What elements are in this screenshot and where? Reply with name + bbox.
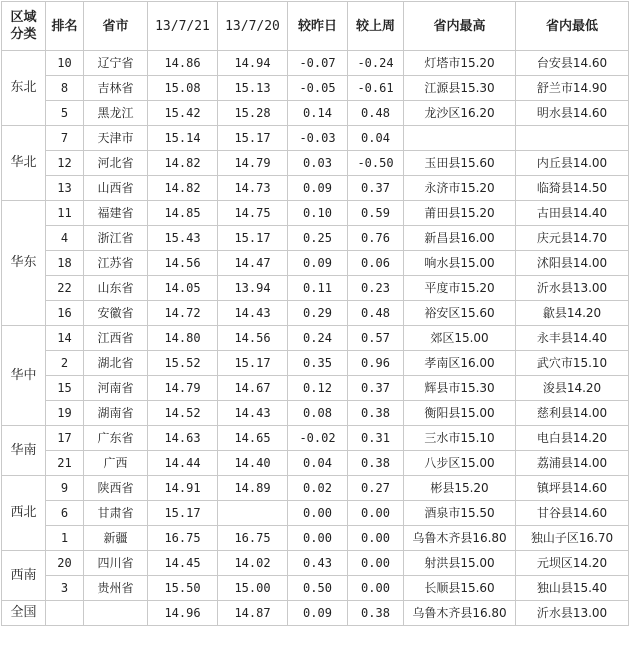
cell-vs-yesterday: 0.29 <box>288 301 348 326</box>
region-cell: 西北 <box>2 476 46 551</box>
cell-vs-last-week: 0.00 <box>348 526 404 551</box>
header-date-1: 13/7/21 <box>148 2 218 51</box>
cell-province-max: 射洪县15.00 <box>404 551 516 576</box>
cell-vs-last-week: 0.48 <box>348 101 404 126</box>
cell-province-min: 沭阳县14.00 <box>516 251 629 276</box>
cell-province: 山东省 <box>84 276 148 301</box>
cell-date-2: 14.56 <box>218 326 288 351</box>
cell-province-min: 庆元县14.70 <box>516 226 629 251</box>
cell-province: 天津市 <box>84 126 148 151</box>
header-province: 省市 <box>84 2 148 51</box>
cell-province-max: 酒泉市15.50 <box>404 501 516 526</box>
cell-province-max: 灯塔市15.20 <box>404 51 516 76</box>
table-row <box>2 251 629 276</box>
cell-rank: 16 <box>46 301 84 326</box>
cell-date-1: 14.82 <box>148 176 218 201</box>
cell-date-1: 15.52 <box>148 351 218 376</box>
cell-province-max: 辉县市15.30 <box>404 376 516 401</box>
table-row <box>2 551 629 576</box>
cell-province-max: 莆田县15.20 <box>404 201 516 226</box>
cell-date-2: 14.73 <box>218 176 288 201</box>
cell-date-2: 14.75 <box>218 201 288 226</box>
cell-vs-last-week: 0.37 <box>348 376 404 401</box>
cell-date-2: 15.00 <box>218 576 288 601</box>
cell-province-min: 内丘县14.00 <box>516 151 629 176</box>
cell-province-max: 长顺县15.60 <box>404 576 516 601</box>
cell-date-2 <box>218 501 288 526</box>
region-cell: 华北 <box>2 126 46 201</box>
cell-province-min: 独山县15.40 <box>516 576 629 601</box>
cell-vs-yesterday: 0.04 <box>288 451 348 476</box>
cell-date-2: 14.43 <box>218 401 288 426</box>
cell-date-2: 16.75 <box>218 526 288 551</box>
header-row <box>2 2 629 51</box>
cell-vs-yesterday: -0.03 <box>288 126 348 151</box>
table-row <box>2 601 629 626</box>
cell-province-max: 三水市15.10 <box>404 426 516 451</box>
cell-vs-yesterday: 0.00 <box>288 501 348 526</box>
cell-vs-yesterday: 0.43 <box>288 551 348 576</box>
cell-vs-last-week: 0.06 <box>348 251 404 276</box>
cell-date-1: 14.72 <box>148 301 218 326</box>
cell-date-2: 15.17 <box>218 226 288 251</box>
cell-province-min: 独山子区16.70 <box>516 526 629 551</box>
cell-date-2: 14.79 <box>218 151 288 176</box>
cell-rank: 7 <box>46 126 84 151</box>
header-region: 区域分类 <box>2 2 46 51</box>
table-row <box>2 526 629 551</box>
cell-province: 贵州省 <box>84 576 148 601</box>
cell-rank: 18 <box>46 251 84 276</box>
cell-date-1: 16.75 <box>148 526 218 551</box>
cell-vs-last-week: 0.37 <box>348 176 404 201</box>
cell-vs-last-week: -0.50 <box>348 151 404 176</box>
cell-date-1: 14.45 <box>148 551 218 576</box>
cell-vs-last-week: 0.00 <box>348 551 404 576</box>
cell-date-1: 14.56 <box>148 251 218 276</box>
cell-vs-yesterday: 0.14 <box>288 101 348 126</box>
region-cell: 华中 <box>2 326 46 426</box>
cell-date-1: 15.08 <box>148 76 218 101</box>
region-cell: 东北 <box>2 51 46 126</box>
cell-vs-last-week: 0.76 <box>348 226 404 251</box>
cell-province-max: 衡阳县15.00 <box>404 401 516 426</box>
cell-province: 浙江省 <box>84 226 148 251</box>
cell-province-max: 新昌县16.00 <box>404 226 516 251</box>
cell-vs-yesterday: 0.10 <box>288 201 348 226</box>
cell-province: 陕西省 <box>84 476 148 501</box>
cell-date-1: 15.17 <box>148 501 218 526</box>
cell-province-min: 台安县14.60 <box>516 51 629 76</box>
cell-province-max: 江源县15.30 <box>404 76 516 101</box>
cell-vs-last-week: 0.59 <box>348 201 404 226</box>
price-table <box>1 1 629 626</box>
cell-date-1: 15.14 <box>148 126 218 151</box>
cell-date-2: 14.67 <box>218 376 288 401</box>
cell-vs-last-week: 0.96 <box>348 351 404 376</box>
cell-date-1: 15.43 <box>148 226 218 251</box>
cell-date-1: 14.52 <box>148 401 218 426</box>
cell-rank <box>46 601 84 626</box>
cell-province: 吉林省 <box>84 76 148 101</box>
cell-province-min: 荔浦县14.00 <box>516 451 629 476</box>
cell-province-max: 龙沙区16.20 <box>404 101 516 126</box>
cell-province-min: 明水县14.60 <box>516 101 629 126</box>
header-rank: 排名 <box>46 2 84 51</box>
cell-province: 湖北省 <box>84 351 148 376</box>
cell-rank: 21 <box>46 451 84 476</box>
cell-rank: 1 <box>46 526 84 551</box>
cell-vs-last-week: 0.00 <box>348 576 404 601</box>
cell-date-2: 14.02 <box>218 551 288 576</box>
cell-vs-last-week: -0.61 <box>348 76 404 101</box>
cell-vs-last-week: 0.57 <box>348 326 404 351</box>
cell-date-2: 14.94 <box>218 51 288 76</box>
cell-vs-yesterday: 0.25 <box>288 226 348 251</box>
cell-vs-yesterday: 0.03 <box>288 151 348 176</box>
table-row <box>2 351 629 376</box>
table-row <box>2 151 629 176</box>
cell-vs-last-week: 0.38 <box>348 601 404 626</box>
cell-province: 辽宁省 <box>84 51 148 76</box>
table-row <box>2 276 629 301</box>
cell-vs-last-week: -0.24 <box>348 51 404 76</box>
cell-province-min: 镇坪县14.60 <box>516 476 629 501</box>
cell-date-2: 13.94 <box>218 276 288 301</box>
table-row <box>2 201 629 226</box>
cell-vs-yesterday: 0.12 <box>288 376 348 401</box>
cell-vs-last-week: 0.48 <box>348 301 404 326</box>
cell-province-max: 平度市15.20 <box>404 276 516 301</box>
cell-province-min: 临猗县14.50 <box>516 176 629 201</box>
table-row <box>2 326 629 351</box>
table-row <box>2 101 629 126</box>
cell-vs-yesterday: 0.02 <box>288 476 348 501</box>
cell-province-min: 甘谷县14.60 <box>516 501 629 526</box>
cell-vs-yesterday: -0.07 <box>288 51 348 76</box>
cell-vs-yesterday: -0.05 <box>288 76 348 101</box>
cell-vs-last-week: 0.27 <box>348 476 404 501</box>
cell-date-1: 15.42 <box>148 101 218 126</box>
cell-rank: 17 <box>46 426 84 451</box>
cell-rank: 6 <box>46 501 84 526</box>
cell-province-max: 孝南区16.00 <box>404 351 516 376</box>
region-cell: 华南 <box>2 426 46 476</box>
cell-vs-yesterday: 0.11 <box>288 276 348 301</box>
table-body <box>2 51 629 626</box>
cell-province-min: 元坝区14.20 <box>516 551 629 576</box>
cell-rank: 11 <box>46 201 84 226</box>
cell-date-2: 14.87 <box>218 601 288 626</box>
cell-province-min: 浚县14.20 <box>516 376 629 401</box>
cell-province: 江西省 <box>84 326 148 351</box>
cell-rank: 9 <box>46 476 84 501</box>
table-row <box>2 576 629 601</box>
cell-rank: 12 <box>46 151 84 176</box>
cell-vs-yesterday: 0.35 <box>288 351 348 376</box>
cell-vs-yesterday: -0.02 <box>288 426 348 451</box>
cell-province-min: 沂水县13.00 <box>516 276 629 301</box>
cell-rank: 19 <box>46 401 84 426</box>
table-row <box>2 76 629 101</box>
cell-province-max: 彬县15.20 <box>404 476 516 501</box>
table-row <box>2 401 629 426</box>
cell-rank: 3 <box>46 576 84 601</box>
cell-province-min: 永丰县14.40 <box>516 326 629 351</box>
cell-province: 湖南省 <box>84 401 148 426</box>
header-province-min: 省内最低 <box>516 2 629 51</box>
cell-province: 福建省 <box>84 201 148 226</box>
cell-date-1: 15.50 <box>148 576 218 601</box>
cell-vs-yesterday: 0.00 <box>288 526 348 551</box>
cell-date-2: 15.17 <box>218 351 288 376</box>
cell-date-1: 14.91 <box>148 476 218 501</box>
cell-vs-yesterday: 0.09 <box>288 176 348 201</box>
cell-date-1: 14.96 <box>148 601 218 626</box>
cell-province: 安徽省 <box>84 301 148 326</box>
cell-rank: 4 <box>46 226 84 251</box>
cell-vs-last-week: 0.23 <box>348 276 404 301</box>
cell-province: 河北省 <box>84 151 148 176</box>
cell-province: 新疆 <box>84 526 148 551</box>
cell-date-1: 14.63 <box>148 426 218 451</box>
cell-province: 广西 <box>84 451 148 476</box>
cell-vs-last-week: 0.04 <box>348 126 404 151</box>
cell-date-2: 15.28 <box>218 101 288 126</box>
region-cell: 西南 <box>2 551 46 601</box>
cell-vs-last-week: 0.00 <box>348 501 404 526</box>
cell-province: 四川省 <box>84 551 148 576</box>
cell-province-max: 郊区15.00 <box>404 326 516 351</box>
cell-province-min: 武穴市15.10 <box>516 351 629 376</box>
cell-date-1: 14.79 <box>148 376 218 401</box>
cell-province: 河南省 <box>84 376 148 401</box>
table-row <box>2 376 629 401</box>
cell-rank: 8 <box>46 76 84 101</box>
cell-date-2: 14.65 <box>218 426 288 451</box>
header-date-2: 13/7/20 <box>218 2 288 51</box>
cell-date-1: 14.05 <box>148 276 218 301</box>
cell-province-min: 电白县14.20 <box>516 426 629 451</box>
table-row <box>2 476 629 501</box>
cell-rank: 5 <box>46 101 84 126</box>
cell-province-max: 八步区15.00 <box>404 451 516 476</box>
cell-province-max: 永济市15.20 <box>404 176 516 201</box>
cell-province-min: 慈利县14.00 <box>516 401 629 426</box>
cell-province: 广东省 <box>84 426 148 451</box>
cell-vs-yesterday: 0.09 <box>288 251 348 276</box>
cell-rank: 22 <box>46 276 84 301</box>
header-province-max: 省内最高 <box>404 2 516 51</box>
cell-date-1: 14.44 <box>148 451 218 476</box>
cell-province-max <box>404 126 516 151</box>
table-row <box>2 301 629 326</box>
cell-rank: 14 <box>46 326 84 351</box>
table-row <box>2 451 629 476</box>
cell-province-min: 舒兰市14.90 <box>516 76 629 101</box>
cell-province-min <box>516 126 629 151</box>
cell-date-1: 14.86 <box>148 51 218 76</box>
cell-province-max: 玉田县15.60 <box>404 151 516 176</box>
region-cell: 华东 <box>2 201 46 326</box>
cell-province: 甘肃省 <box>84 501 148 526</box>
cell-rank: 20 <box>46 551 84 576</box>
table-row <box>2 126 629 151</box>
cell-vs-last-week: 0.38 <box>348 451 404 476</box>
cell-vs-last-week: 0.38 <box>348 401 404 426</box>
cell-province <box>84 601 148 626</box>
cell-province-min: 沂水县13.00 <box>516 601 629 626</box>
cell-province-min: 古田县14.40 <box>516 201 629 226</box>
cell-vs-yesterday: 0.09 <box>288 601 348 626</box>
cell-rank: 13 <box>46 176 84 201</box>
cell-province-max: 响水县15.00 <box>404 251 516 276</box>
cell-date-1: 14.85 <box>148 201 218 226</box>
cell-vs-yesterday: 0.50 <box>288 576 348 601</box>
cell-date-2: 14.89 <box>218 476 288 501</box>
cell-vs-last-week: 0.31 <box>348 426 404 451</box>
cell-province-max: 乌鲁木齐县16.80 <box>404 526 516 551</box>
cell-date-2: 15.13 <box>218 76 288 101</box>
cell-date-2: 15.17 <box>218 126 288 151</box>
cell-province: 山西省 <box>84 176 148 201</box>
cell-vs-yesterday: 0.24 <box>288 326 348 351</box>
cell-province-max: 裕安区15.60 <box>404 301 516 326</box>
table-row <box>2 426 629 451</box>
cell-province-min: 歙县14.20 <box>516 301 629 326</box>
cell-rank: 2 <box>46 351 84 376</box>
cell-date-2: 14.47 <box>218 251 288 276</box>
cell-vs-yesterday: 0.08 <box>288 401 348 426</box>
cell-rank: 10 <box>46 51 84 76</box>
cell-province: 江苏省 <box>84 251 148 276</box>
header-vs-last-week: 较上周 <box>348 2 404 51</box>
header-vs-yesterday: 较昨日 <box>288 2 348 51</box>
region-cell: 全国 <box>2 601 46 626</box>
table-row <box>2 176 629 201</box>
cell-date-2: 14.40 <box>218 451 288 476</box>
table-row <box>2 51 629 76</box>
cell-province: 黑龙江 <box>84 101 148 126</box>
cell-date-1: 14.80 <box>148 326 218 351</box>
cell-rank: 15 <box>46 376 84 401</box>
cell-province-max: 乌鲁木齐县16.80 <box>404 601 516 626</box>
cell-date-1: 14.82 <box>148 151 218 176</box>
cell-date-2: 14.43 <box>218 301 288 326</box>
table-row <box>2 226 629 251</box>
table-row <box>2 501 629 526</box>
